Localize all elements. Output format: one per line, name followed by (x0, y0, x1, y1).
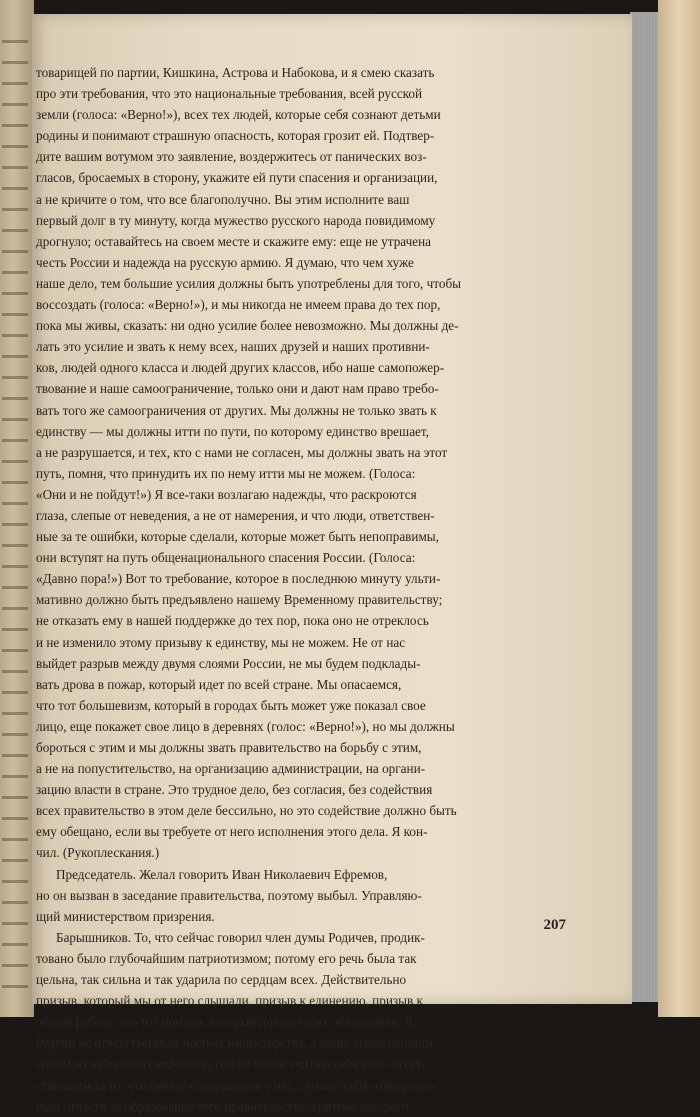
text-line: Председатель. Желал говорить Иван Николаевич Ефремов, (56, 866, 388, 882)
previous-page-text-fragment (2, 796, 28, 799)
text-line: единству — мы должны итти по пути, по которому единство врешает, (36, 423, 429, 439)
previous-page-text-fragment (2, 628, 28, 631)
previous-page-text-fragment (2, 460, 28, 463)
previous-page-text-fragment (2, 313, 28, 316)
previous-page-text-fragment (2, 523, 28, 526)
previous-page-text-fragment (2, 334, 28, 337)
text-line: мативно должно быть предъявлено нашему Временному правительству; (36, 592, 443, 608)
previous-page-text-fragment (2, 229, 28, 232)
previous-page-text-fragment (2, 208, 28, 211)
previous-page-text-fragment (2, 40, 28, 43)
previous-page-text-fragment (2, 271, 28, 274)
previous-page-text-fragment (2, 985, 28, 988)
previous-page-text-fragment (2, 922, 28, 925)
text-line: глаза, слепые от неведения, а не от намерения, и что люди, ответствен- (36, 507, 435, 523)
text-line: ственным за то, что сейчас совершается у нас, считаю себя ответствен- (36, 1077, 437, 1093)
previous-page-text-fragment (2, 691, 28, 694)
previous-page-text-fragment (2, 292, 28, 295)
previous-page-text-fragment (2, 376, 28, 379)
book-page (32, 14, 632, 1114)
text-line: первый долг в ту минуту, когда мужество русского народа повидимому (36, 212, 436, 228)
text-line: зацию власти в стране. Это трудное дело, без согласия, без содействия (36, 782, 433, 798)
previous-page-text-fragment (2, 880, 28, 883)
previous-page-text-fragment (2, 250, 28, 253)
previous-page-text-fragment (2, 943, 28, 946)
previous-page-text-fragment (2, 775, 28, 778)
previous-page-edge (0, 0, 34, 1017)
text-line: вать дрова в пожар, который идет по всей стране. Мы опасаемся, (36, 676, 402, 692)
text-line: гласов, бросаемых в сторону, укажите ей пути спасения и организации, (36, 170, 438, 186)
text-line: одним из небольших ведомств, тем не менее считаю себя тоже ответ- (36, 1056, 426, 1072)
text-line: дите вашим вотумом это заявление, воздержитесь от панических воз- (36, 149, 427, 165)
text-line: лать это усилие и звать к нему всех, наших друзей и наших противни- (36, 339, 430, 355)
previous-page-text-fragment (2, 187, 28, 190)
page-block-edges (630, 12, 660, 1002)
previous-page-text-fragment (2, 61, 28, 64)
previous-page-text-fragment (2, 145, 28, 148)
text-line: путь, помня, что принудить их по нему итти мы не можем. (Голоса: (36, 465, 416, 481)
previous-page-text-fragment (2, 838, 28, 841)
text-line: что тот большевизм, который в городах быть может уже показал свое (36, 697, 426, 713)
text-line: твование и наше самоограничение, только они и дают нам право требо- (36, 381, 439, 397)
previous-page-text-fragment (2, 607, 28, 610)
text-line: товано было глубочайшим патриотизмом; потому его речь была так (36, 950, 417, 966)
text-line: выйдет разрыв между двумя слоями России, не мы будем подклады- (36, 655, 421, 671)
previous-page-text-fragment (2, 166, 28, 169)
text-line: дрогнуло; оставайтесь на своем месте и скажите ему: еще не утрачена (36, 233, 432, 249)
text-line: а не разрушается, и тех, кто с нами не согласен, мы должны звать на этот (36, 444, 448, 460)
previous-page-text-fragment (2, 754, 28, 757)
previous-page-text-fragment (2, 418, 28, 421)
text-line: цельна, так сильна и так ударила по сердцам всех. Действительно (36, 972, 407, 988)
text-line: и не изменило этому призыву к единству, мы не можем. Не от нас (36, 634, 406, 650)
previous-page-text-fragment (2, 733, 28, 736)
text-line: бороться с этим и мы должны звать правительство на борьбу с этим, (36, 740, 422, 755)
text-line: воссоздать (голоса: «Верно!»), и мы никогда не имеем права до тех пор, (36, 297, 441, 313)
previous-page-text-fragment (2, 859, 28, 862)
text-line: а не на попустительство, на организацию администрации, на органи- (36, 761, 426, 777)
book-cover-edge (658, 0, 700, 1017)
previous-page-text-fragment (2, 355, 28, 358)
text-line: ным отчасти за образование того правительства, критике которого (36, 1098, 409, 1114)
text-line: призыв, который мы от него слышали, призыв к единению, призыв к (36, 993, 423, 1009)
text-line: лицо, еще покажет свое лицо в деревнях (голос: «Верно!»), но мы должны (36, 718, 455, 734)
text-line: они вступят на путь общенационального спасения России. (Голоса: (36, 550, 416, 566)
text-line: а не кричите о том, что все благополучно. Вы этим исполните ваш (36, 191, 410, 207)
text-line: общей работе, это тот призыв, который должен всех объединить. Я, (36, 1014, 416, 1030)
text-line: вать того же самоограничения от других. Мы должны не только звать к (36, 402, 437, 418)
text-line: всех правительство в этом деле бессильно, но это содействие должно быть (36, 803, 457, 819)
previous-page-text-fragment (2, 502, 28, 505)
previous-page-text-fragment (2, 565, 28, 568)
previous-page-text-fragment (2, 439, 28, 442)
previous-page-text-fragment (2, 481, 28, 484)
text-line: чил. (Рукоплескания.) (36, 845, 160, 861)
previous-page-text-fragment (2, 586, 28, 589)
previous-page-text-fragment (2, 124, 28, 127)
previous-page-text-fragment (2, 649, 28, 652)
text-line: «Они и не пойдут!») Я все-таки возлагаю надежды, что раскроются (36, 486, 417, 502)
previous-page-text-fragment (2, 817, 28, 820)
previous-page-text-fragment (2, 670, 28, 673)
previous-page-text-fragment (2, 82, 28, 85)
page-body-text (36, 62, 614, 1117)
text-line: наше дело, тем большие усилия должны быть употреблены для того, чтобы (36, 275, 462, 291)
text-line: будучи не ответственным членом министерства, а лишь управляющим (36, 1035, 434, 1051)
text-line: ков, людей одного класса и людей других классов, ибо наше самопожер- (36, 360, 445, 376)
text-line: родины и понимают страшную опасность, которая грозит ей. Подтвер- (36, 128, 435, 144)
previous-page-text-fragment (2, 712, 28, 715)
text-line: земли (голоса: «Верно!»), всех тех людей, которые себя сознают детьми (36, 107, 441, 123)
previous-page-text-fragment (2, 901, 28, 904)
text-line: ему обещано, если вы требуете от него исполнения этого дела. Я кон- (36, 824, 428, 840)
text-line: Барышников. То, что сейчас говорил член думы Родичев, продик- (56, 929, 425, 945)
previous-page-text-fragment (2, 544, 28, 547)
page-number: 207 (543, 917, 566, 933)
text-line: щий министерством призрения. (36, 908, 215, 924)
text-line: пока мы живы, сказать: ни одно усилие более невозможно. Мы должны де- (36, 318, 459, 334)
text-line: товарищей по партии, Кишкина, Астрова и Набокова, и я смею сказать (36, 65, 435, 80)
text-line: про эти требования, что это национальные требования, всей русской (36, 86, 423, 102)
previous-page-text-fragment (2, 964, 28, 967)
text-line: ные за те ошибки, которые сделали, которые может быть непоправимы, (36, 529, 439, 545)
text-line: «Давно пора!») Вот то требование, которое в последнюю минуту ульти- (36, 571, 441, 587)
text-line: но он вызван в заседание правительства, поэтому выбыл. Управляю- (36, 887, 422, 903)
text-line: честь России и надежда на русскую армию. Я думаю, что чем хуже (36, 254, 414, 270)
previous-page-text-fragment (2, 397, 28, 400)
text-line: не отказать ему в нашей поддержке до тех пор, пока оно не отреклось (36, 613, 429, 629)
previous-page-text-fragment (2, 103, 28, 106)
